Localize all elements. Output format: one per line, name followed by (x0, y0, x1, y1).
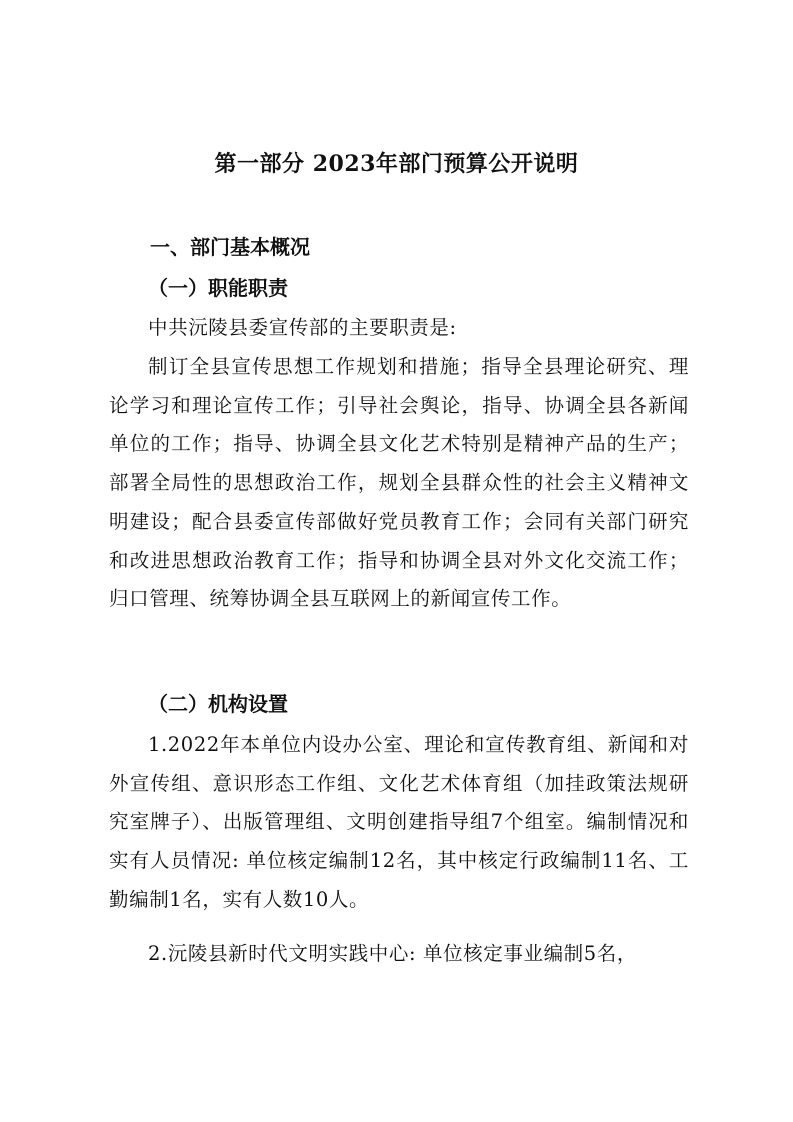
page-title: 第一部分 2023年部门预算公开说明 (214, 151, 579, 177)
organization-item-1-paragraph: 1.2022年本单位内设办公室、理论和宣传教育组、新闻和对外宣传组、意识形态工作组、文化艺术体育组（加挂政策法规研究室牌子）、出版管理组、文明创建指导组7个组室。编制情况和实有人员情况: 单位核定编制12名，其中核定行政编制11名、工勤编制1名，实有人数10人。 (109, 733, 689, 911)
subsection-heading-duties: （一）职能职责 (148, 276, 288, 300)
duties-body-paragraph: 制订全县宣传思想工作规划和措施；指导全县理论研究、理论学习和理论宣传工作；引导社会舆论，指导、协调全县各新闻单位的工作；指导、协调全县文化艺术特别是精神产品的生产；部署全局性的思想政治工作，规划全县群众性的社会主义精神文明建设；配合县委宣传部做好党员教育工作；会同有关部门研究和改进思想政治教育工作；指导和协调全县对外文化交流工作；归口管理、统筹协调全县互联网上的新闻宣传工作。 (109, 355, 689, 611)
subsection-heading-organization: （二）机构设置 (148, 692, 288, 716)
section-heading-basic-overview: 一、部门基本概况 (150, 235, 310, 259)
organization-item-2-paragraph: 2.沅陵县新时代文明实践中心: 单位核定事业编制5名， (148, 942, 637, 965)
duties-intro-paragraph: 中共沅陵县委宣传部的主要职责是: (148, 316, 457, 339)
